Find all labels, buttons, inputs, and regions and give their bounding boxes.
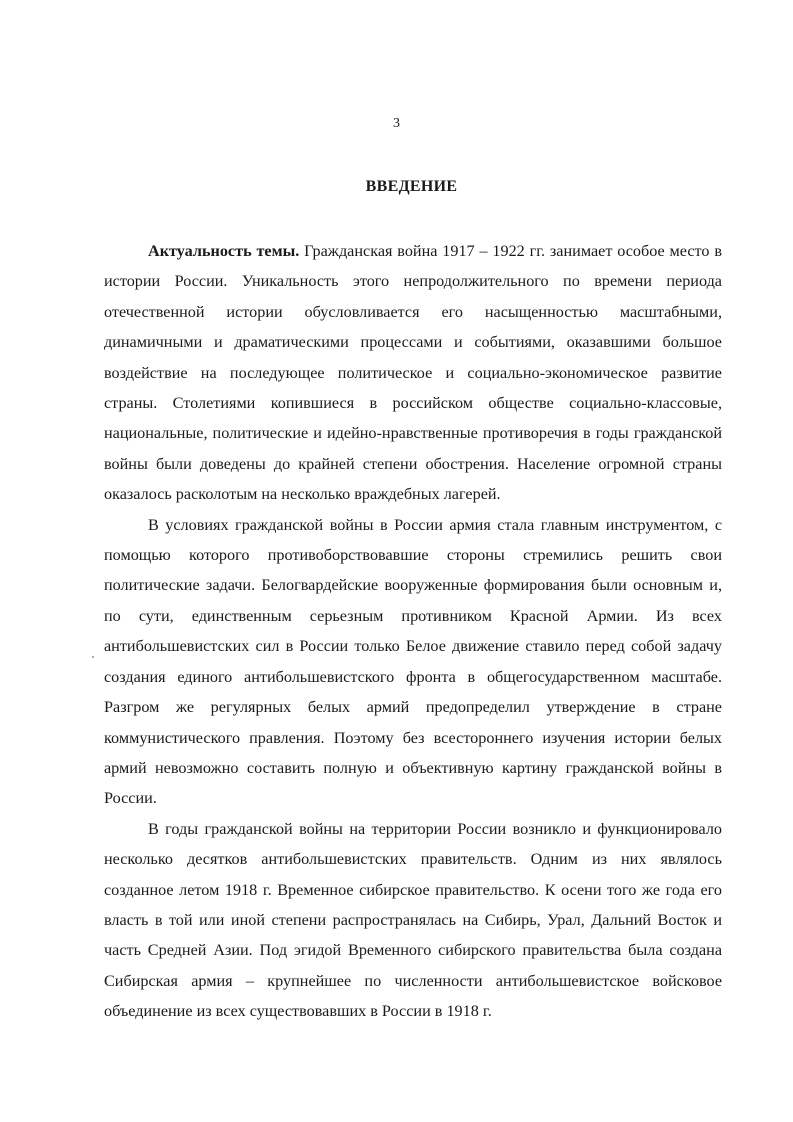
paragraph-text: В условиях гражданской войны в России армия стала главным инструментом, с помощью которого противоборствовавшие стороны стремились решить свои политические задачи. Белогвардейские вооруженные формирования были основным и, по сути, единственным серьезным противником Красной Армии. Из всех антибольшевистских сил в России только Белое движение ставило перед собой задачу создания единого антибольшевистского фронта в общегосударственном масштабе. Разгром же регулярных белых армий предопределил утверждение в стране коммунистического правления. Поэтому без всестороннего изучения истории белых армий невозможно составить полную и объективную картину гражданской войны в России. — [104, 515, 722, 808]
paragraph-lead: Актуальность темы. — [148, 242, 300, 260]
paragraph-text: В годы гражданской войны на территории России возникло и функционировало несколько десятков антибольшевистских правительств. Одним из них являлось созданное летом 1918 г. Временное сибирское правительство. К осени того же года его власть в той или иной степени распространялась на Сибирь, Урал, Дальний Восток и часть Средней Азии. Под эгидой Временного сибирского правительства была создана Сибирская армия – крупнейшее по численности антибольшевистское войсковое объединение из всех существовавших в России в 1918 г. — [104, 819, 722, 1021]
section-heading: ВВЕДЕНИЕ — [365, 178, 458, 195]
paragraph-siberian-government — [104, 814, 722, 1027]
scan-speck — [92, 656, 94, 658]
paragraph-army — [104, 510, 722, 814]
body-text — [104, 236, 722, 1027]
page-number: 3 — [393, 116, 400, 131]
paragraph-text: Гражданская война 1917 – 1922 гг. занимает особое место в истории России. Уникальность этого непродолжительного по времени периода отечественной истории обусловливается его насыщенностью масштабными, динамичными и драматическими процессами и событиями, оказавшими большое воздействие на последующее политическое и социально-экономическое развитие страны. Столетиями копившиеся в российском обществе социально-классовые, национальные, политические и идейно-нравственные противоречия в годы гражданской войны были доведены до крайней степени обострения. Население огромной страны оказалось расколотым на несколько враждебных лагерей. — [104, 242, 722, 504]
paragraph-relevance — [104, 236, 722, 510]
